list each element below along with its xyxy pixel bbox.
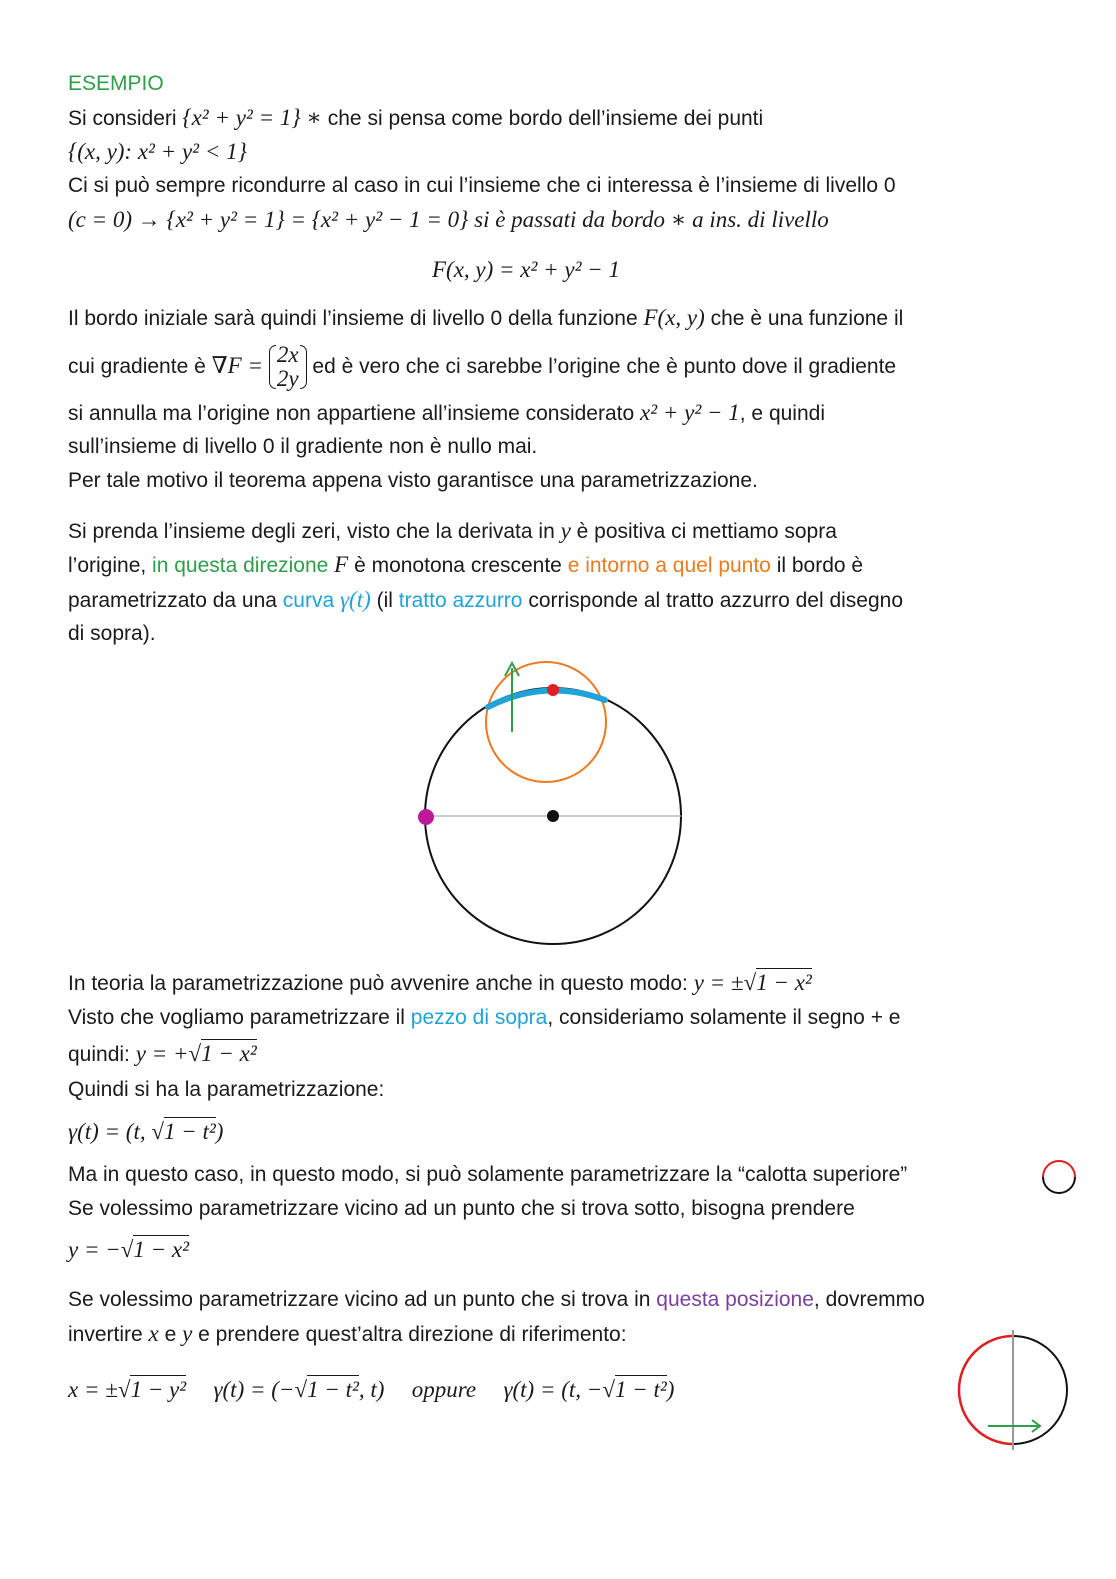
sqrt-radicand: 1 − t² bbox=[163, 1119, 216, 1144]
sqrt-radicand: 1 − x² bbox=[133, 1237, 189, 1262]
text: il bordo è bbox=[770, 554, 864, 577]
text: e prendere quest’altra direzione di riferimento: bbox=[192, 1323, 627, 1346]
paragraph-line-9: Per tale motivo il teorema appena visto garantisce una parametrizzazione. bbox=[68, 469, 758, 492]
level-set-equation: (c = 0) → {x² + y² = 1} = {x² + y² − 1 = 0} si è passati da bordo ∗ a ins. di livello bbox=[68, 207, 829, 232]
math-end: ) bbox=[215, 1119, 224, 1144]
math-eq: y = ± bbox=[693, 970, 744, 995]
math-end: ) bbox=[666, 1377, 675, 1402]
paragraph-line-8: sull’insieme di livello 0 il gradiente non è nullo mai. bbox=[68, 435, 538, 458]
formula-F: F(x, y) = x² + y² − 1 bbox=[432, 257, 621, 282]
blue-arc bbox=[488, 691, 605, 707]
oppure-text: oppure bbox=[411, 1377, 477, 1402]
math-eq: x = ± bbox=[68, 1377, 118, 1402]
sqrt-radicand: 1 − x² bbox=[756, 970, 812, 995]
math-nabla: ∇F = bbox=[211, 353, 263, 378]
math-eq: γ(t) = (t, bbox=[68, 1119, 152, 1144]
text: , dovremmo bbox=[813, 1288, 925, 1311]
math-expr: x² + y² − 1 bbox=[640, 400, 740, 425]
text: è monotona crescente bbox=[348, 554, 568, 577]
sqrt-symbol: √ bbox=[117, 1377, 131, 1402]
paragraph-line-1 bbox=[68, 104, 763, 133]
text: parametrizzato da una bbox=[68, 589, 283, 612]
paragraph-line-21 bbox=[68, 1236, 189, 1265]
math-set-interior: {(x, y): x² + y² < 1} bbox=[68, 139, 247, 164]
math-F: F bbox=[334, 552, 349, 577]
paragraph-line-11 bbox=[68, 551, 863, 580]
paragraph-line-18 bbox=[68, 1118, 223, 1146]
paragraph-line-16 bbox=[68, 1040, 257, 1069]
sqrt-symbol: √ bbox=[743, 970, 757, 995]
blue-text: pezzo di sopra bbox=[410, 1006, 548, 1029]
paragraph-line-10 bbox=[68, 517, 837, 546]
paragraph-line-22 bbox=[68, 1286, 925, 1314]
left-point bbox=[418, 809, 434, 825]
purple-text: questa posizione bbox=[656, 1288, 814, 1311]
math-x: x bbox=[148, 1321, 159, 1346]
neighborhood-circle bbox=[486, 662, 606, 782]
side-circle-diagram bbox=[950, 1326, 1080, 1454]
text: Si prenda l’insieme degli zeri, visto che la derivata in bbox=[68, 520, 561, 543]
sqrt-symbol: √ bbox=[151, 1119, 164, 1144]
text: , e quindi bbox=[739, 402, 825, 425]
math-eq: y = − bbox=[68, 1237, 121, 1262]
heading-esempio: ESEMPIO bbox=[68, 72, 164, 95]
text: quindi: bbox=[68, 1043, 136, 1066]
upper-cap-arc bbox=[1043, 1161, 1075, 1177]
circle-diagram bbox=[405, 650, 705, 950]
sqrt-symbol: √ bbox=[188, 1041, 202, 1066]
math-F: F(x, y) bbox=[643, 305, 705, 330]
gradient-vector bbox=[269, 343, 307, 391]
math-gamma: γ(t) bbox=[339, 587, 371, 612]
paragraph-line-3: Ci si può sempre ricondurre al caso in cui l’insieme che ci interessa è l’insieme di livello 0 bbox=[68, 174, 896, 197]
math-y: y bbox=[182, 1321, 193, 1346]
orange-text: e intorno a quel punto bbox=[567, 554, 771, 577]
paragraph-line-19: Ma in questo caso, in questo modo, si può solamente parametrizzare la “calotta superiore” bbox=[68, 1163, 908, 1186]
right-arc bbox=[1013, 1336, 1067, 1444]
text: Se volessimo parametrizzare vicino ad un punto che si trova in bbox=[68, 1288, 657, 1311]
sqrt-radicand: 1 − t² bbox=[614, 1377, 667, 1402]
paragraph-line-15 bbox=[68, 1004, 900, 1032]
math-set: {x² + y² = 1} ∗ bbox=[182, 105, 322, 130]
text: l’origine, bbox=[68, 554, 153, 577]
math-eq: y = + bbox=[135, 1041, 189, 1066]
sqrt-symbol: √ bbox=[120, 1237, 134, 1262]
top-point bbox=[547, 684, 559, 696]
paragraph-line-14 bbox=[68, 969, 812, 998]
text: ed è vero che ci sarebbe l’origine che è punto dove il gradiente bbox=[306, 355, 897, 378]
text: In teoria la parametrizzazione può avvenire anche in questo modo: bbox=[68, 972, 694, 995]
paragraph-line-17: Quindi si ha la parametrizzazione: bbox=[68, 1078, 385, 1101]
sqrt-radicand: 1 − t² bbox=[307, 1377, 359, 1402]
text: (il bbox=[370, 589, 399, 612]
text: invertire bbox=[68, 1323, 149, 1346]
paragraph-line-5 bbox=[68, 304, 903, 333]
text: , consideriamo solamente il segno + e bbox=[547, 1006, 901, 1029]
math-y: y bbox=[560, 518, 571, 543]
sqrt-radicand: 1 − x² bbox=[201, 1041, 257, 1066]
text: Visto che vogliamo parametrizzare il bbox=[68, 1006, 411, 1029]
origin-point bbox=[547, 810, 559, 822]
blue-text: tratto azzurro bbox=[398, 589, 523, 612]
vector-y: 2y bbox=[276, 366, 299, 392]
sqrt-symbol: √ bbox=[602, 1377, 615, 1402]
sqrt-radicand: 1 − y² bbox=[130, 1377, 187, 1402]
math-end: , t) bbox=[358, 1377, 385, 1402]
text: che si pensa come bordo dell’insieme dei punti bbox=[321, 107, 764, 130]
math-eq: γ(t) = (t, − bbox=[503, 1377, 603, 1402]
text: corrisponde al tratto azzurro del disegno bbox=[522, 589, 904, 612]
green-text: in questa direzione bbox=[152, 554, 335, 577]
text: Il bordo iniziale sarà quindi l’insieme di livello 0 della funzione bbox=[68, 307, 644, 330]
blue-text: curva bbox=[282, 589, 340, 612]
sqrt-symbol: √ bbox=[294, 1377, 308, 1402]
math-eq: γ(t) = (− bbox=[213, 1377, 295, 1402]
vector-x: 2x bbox=[276, 342, 299, 368]
paragraph-line-13: di sopra). bbox=[68, 622, 156, 645]
text: Si consideri bbox=[68, 107, 183, 130]
paragraph-line-12 bbox=[68, 586, 903, 615]
text: che è una funzione il bbox=[704, 307, 904, 330]
text: si annulla ma l’origine non appartiene all’insieme considerato bbox=[68, 402, 641, 425]
text: è positiva ci mettiamo sopra bbox=[570, 520, 837, 543]
upper-cap-icon bbox=[1040, 1158, 1078, 1196]
paragraph-line-7 bbox=[68, 399, 825, 428]
text: cui gradiente è bbox=[68, 355, 212, 378]
paragraph-line-20: Se volessimo parametrizzare vicino ad un punto che si trova sotto, bisogna prendere bbox=[68, 1197, 855, 1220]
paragraph-line-23 bbox=[68, 1320, 627, 1349]
paragraph-line-24 bbox=[68, 1376, 674, 1404]
paragraph-line-6 bbox=[68, 340, 896, 393]
lower-cap-arc bbox=[1043, 1177, 1075, 1193]
text: e bbox=[158, 1323, 183, 1346]
left-arc bbox=[959, 1336, 1013, 1444]
